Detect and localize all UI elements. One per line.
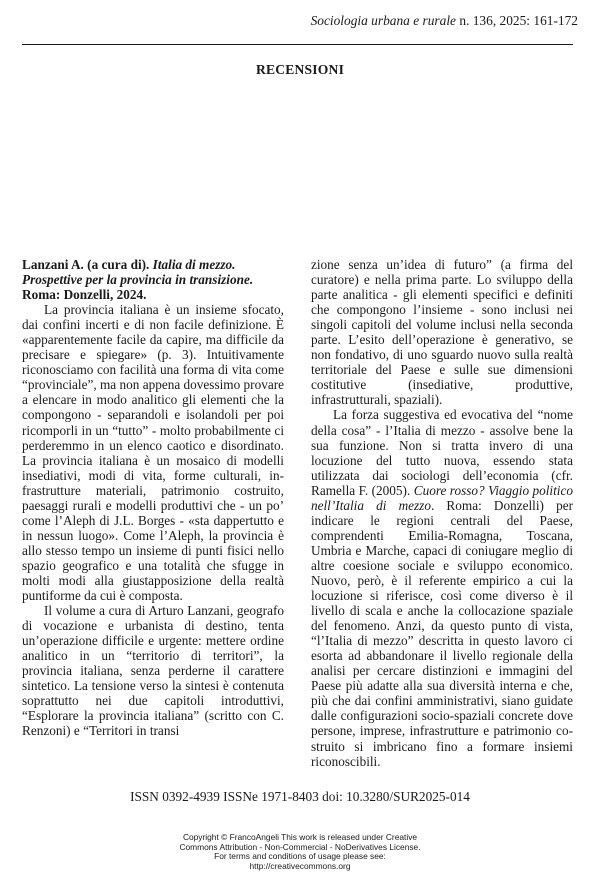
review-publisher: Roma: Donzelli, 2024. (22, 287, 147, 303)
body-paragraph (311, 407, 573, 768)
license-link[interactable]: http://creativecommons.org (249, 861, 351, 872)
right-column (311, 257, 573, 769)
paragraph-text: La forza suggestiva ed evocativa del “nome della cosa” - l’Italia di mezzo - assolve bene la sua funzione. Non si tratta invero di una locuzione del tutto nuova, essendo stata utilizzata dai sociologi dell’economia (cfr. Ramella F. (2005). (311, 407, 573, 498)
review-book-title: Italia di mezzo. Prospettive per la provincia in transizione. (22, 257, 254, 288)
left-column (22, 257, 284, 739)
body-paragraph: La provincia italiana è un insieme sfocato, dai confini incerti e di non facile definizione. È «apparentemente facile da capire, ma difficile da precisare e spiegare» (p. 3). Intuitivamente riconosciamo con facilità una forma di vita come “provinciale”, ma non appena dovessimo provare a elencare in modo analitico gli elementi che la compongono - separandoli e isolandoli per poi ricomporli in un “tutto” - molto probabilmente ci perderemmo in un elenco caotico e disordinato. La provincia italiana è un mosaico di modelli insediativi, modi di vita, forme culturali, infrastrutture materiali, patrimonio costruito, paesaggi rurali e modelli produttivi che - un po’ come l’Aleph di J.L. Borges - «sta dappertutto e in nessun luogo». Come l’Aleph, la provincia è allo stesso tempo un insieme di punti fisici nello spazio geografico e una totalità che sfugge in molti modi alla giustapposizione della realtà puntiforme da cui è composta. (22, 302, 284, 604)
license-notice (0, 833, 600, 872)
review-reference (22, 257, 284, 302)
issue-details: n. 136, 2025: 161-172 (456, 13, 578, 28)
license-line: For terms and conditions of usage please see: (214, 851, 386, 862)
header-rule (22, 44, 573, 45)
journal-name: Sociologia urbana e rurale (310, 13, 456, 28)
section-title: RECENSIONI (255, 62, 345, 77)
paragraph-text: . Roma: Donzelli) per indicare le regioni centrali del Paese, comprendenti Emilia-Romagna, Toscana, Umbria e Marche, capaci di coniugare meglio di altre coesione sociale e sviluppo economico. Nuovo, però, è il referente empirico a cui la locuzione si riferisce, così come diverso è il livello di scala e anche la collocazione spaziale del fenomeno. Anzi, da questo punto di vista, “l’Italia di mezzo” descritta in questo lavoro ci esorta ad abbandonare il livello regionale della analisi per cercare distinzioni e immagini del Paese più adatte alla sua diversità interna e che, più che dai confini amministrativi, siano guidate dalle configurazioni socio-spaziali concrete dove persone, imprese, infrastrutture e patrimonio costruito si imbricano fino a formare insiemi riconoscibili. (311, 497, 573, 769)
body-paragraph: Il volume a cura di Arturo Lanzani, geografo di vocazione e urbanista di destino, tenta un’operazione difficile e urgente: mettere ordine analitico in un “territorio di territori”, la provincia italiana, senza perderne il carattere sintetico. La tensione verso la sintesi è contenuta soprattutto nei due capitoli introduttivi, “Esplorare la provincia italiana” (scritto con C. Renzoni) e “Territori in transi (22, 603, 284, 739)
review-authors: Lanzani A. (a cura di). (22, 257, 153, 272)
body-paragraph-continued: zione senza un’idea di futuro” (a firma del curatore) e nella prima parte. Lo sviluppo della parte analitica - gli elementi specifici e definiti che compongono l’insieme - sono inclusi nei singoli capitoli del volume inclusi nella seconda parte. L’esito dell’operazione è generativo, se non fondativo, di uno sguardo nuovo sulla realtà territoriale del Paese e sulle sue dimensioni costitutive (insediative, produttive, infrastrutturali, spaziali). (311, 257, 573, 408)
license-line: Copyright © FrancoAngeli This work is released under Creative (182, 832, 418, 842)
issn-doi-line: ISSN 0392-4939 ISSNe 1971-8403 doi: 10.3280/SUR2025-014 (130, 789, 470, 804)
running-header (311, 13, 578, 29)
cited-title: Cuore rosso? Viaggio politico nell’Italia di mezzo (311, 482, 573, 513)
license-line: Commons Attribution - Non-Commercial - NoDerivatives License. (179, 841, 421, 852)
